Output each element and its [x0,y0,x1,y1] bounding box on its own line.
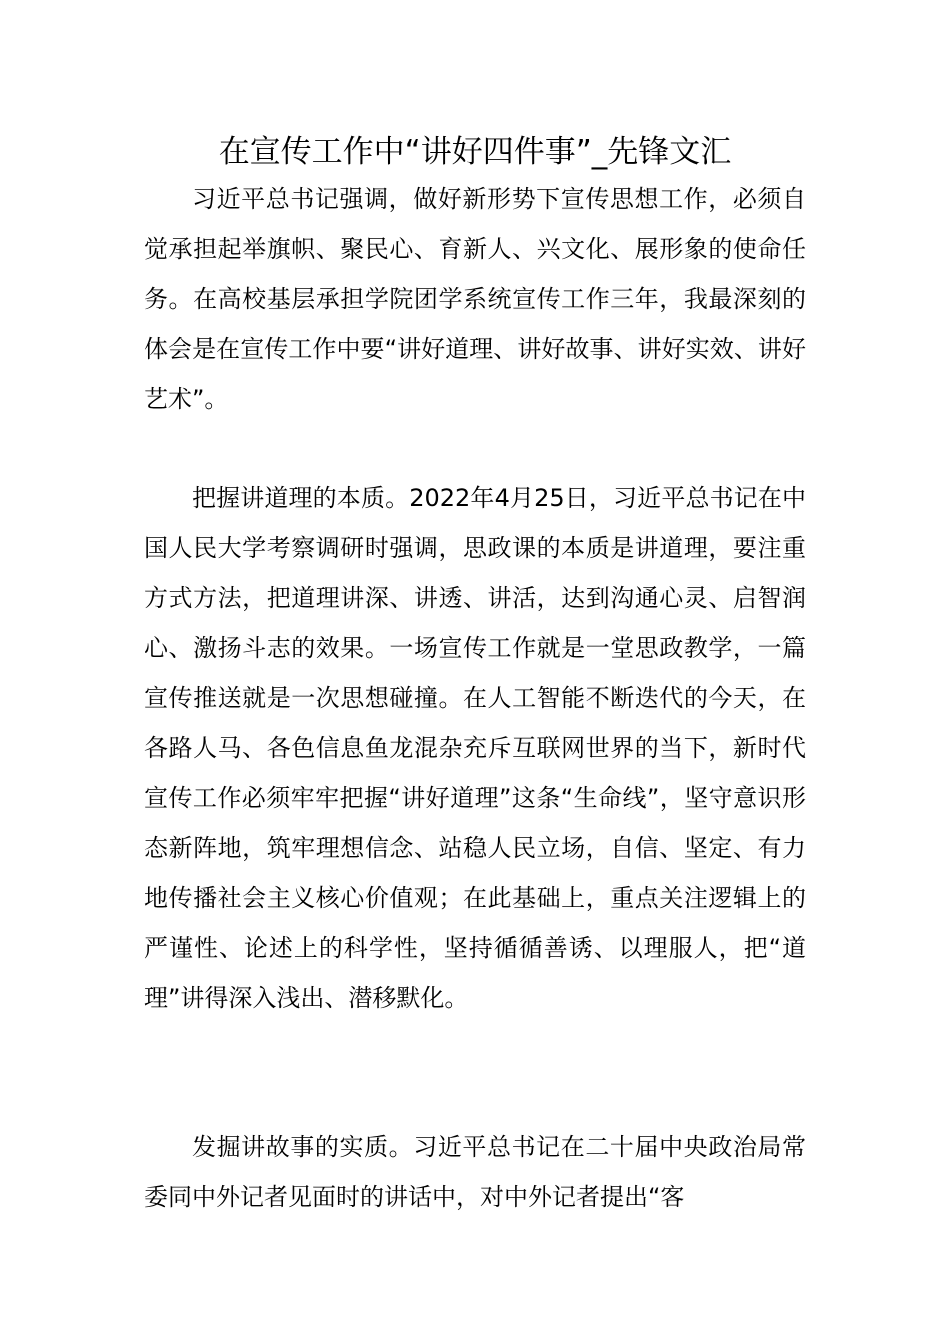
document-title: 在宣传工作中“讲好四件事”_先锋文汇 [218,134,732,170]
paragraph-reasoning: 把握讲道理的本质。2022年4月25日，习近平总书记在中国人民大学考察调研时强调，思政课的本质是讲道理，要注重方式方法，把道理讲深、讲透、讲活，达到沟通心灵、启智润心、激扬斗志的效果。一场宣传工作就是一堂思政教学，一篇宣传推送就是一次思想碰撞。在人工智能不断迭代的今天，在各路人马、各色信息鱼龙混杂充斥互联网世界的当下，新时代宣传工作必须牢牢把握“讲好道理”这条“生命线”，坚守意识形态新阵地，筑牢理想信念、站稳人民立场，自信、坚定、有力地传播社会主义核心价值观；在此基础上，重点关注逻辑上的严谨性、论述上的科学性，坚持循循善诱、以理服人，把“道理”讲得深入浅出、潜移默化。 [144,484,806,1012]
paragraph-storytelling: 发掘讲故事的实质。习近平总书记在二十届中央政治局常委同中外记者见面时的讲话中，对中外记者提出“客 [144,1133,806,1211]
paragraph-intro: 习近平总书记强调，做好新形势下宣传思想工作，必须自觉承担起举旗帜、聚民心、育新人、兴文化、展形象的使命任务。在高校基层承担学院团学系统宣传工作三年，我最深刻的体会是在宣传工作中要“讲好道理、讲好故事、讲好实效、讲好艺术”。 [144,185,806,413]
